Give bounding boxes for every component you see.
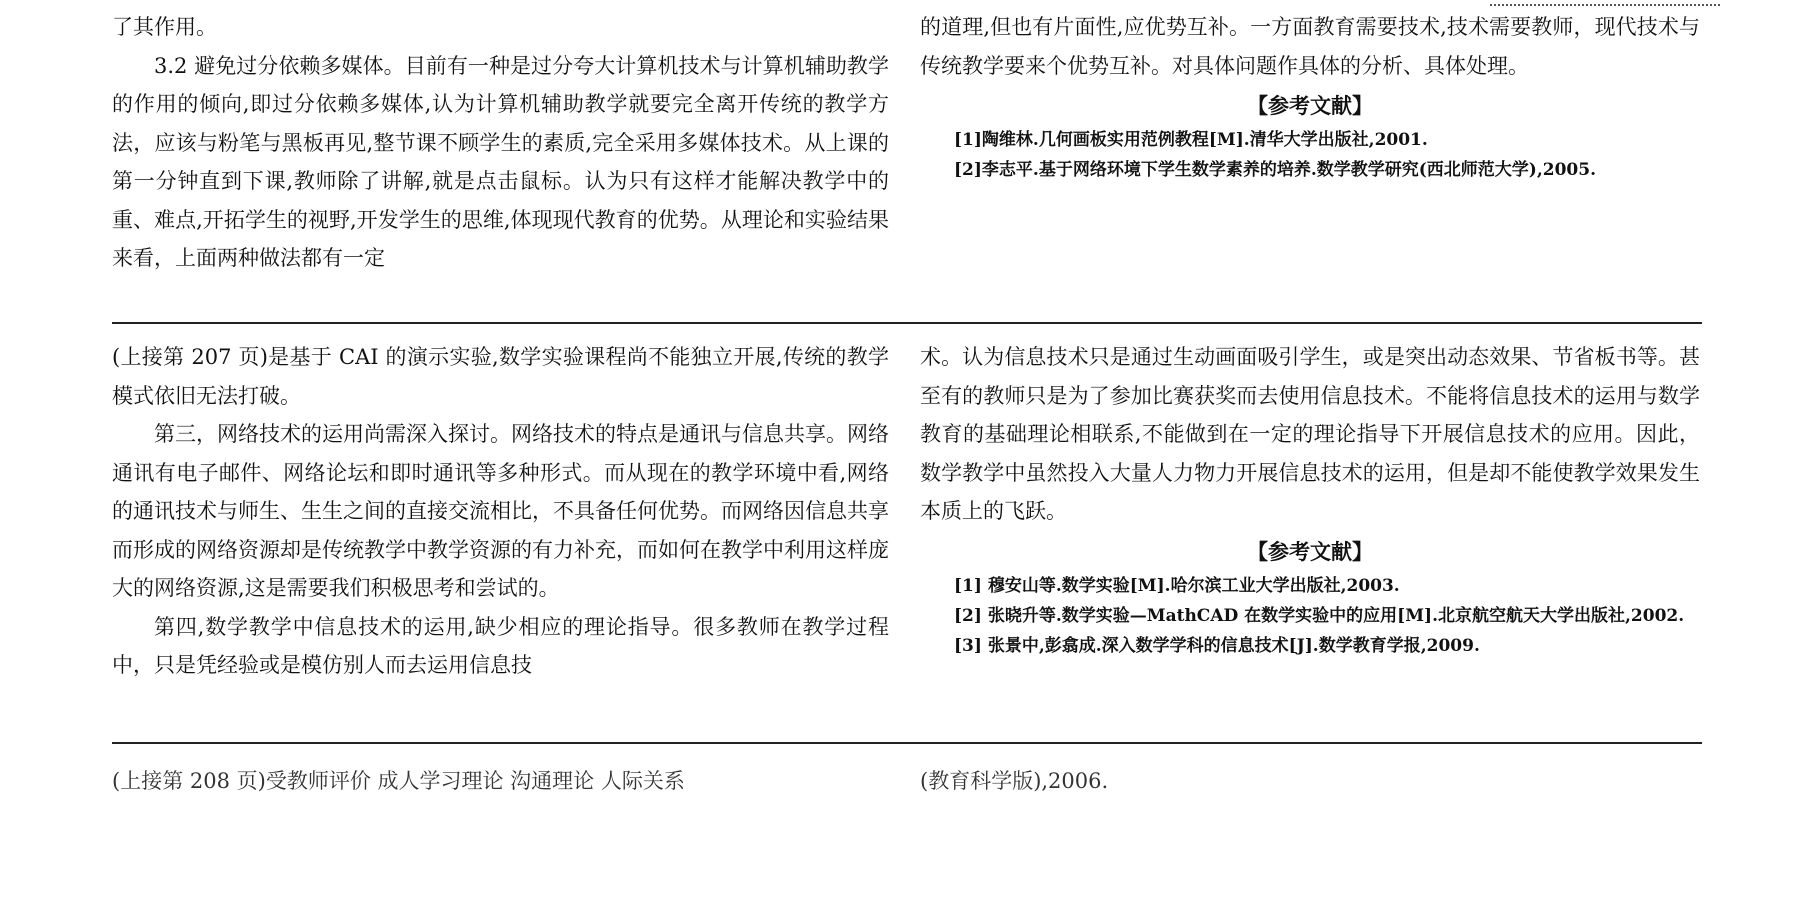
reference-item: [2]李志平.基于网络环境下学生数学素养的培养.数学教学研究(西北师范大学),2005. [954, 160, 1596, 180]
section1-right-paragraph-1: 的道理,但也有片面性,应优势互补。一方面教育需要技术,技术需要教师，现代技术与传统教学要来个优势互补。对具体问题作具体的分析、具体处理。 [920, 15, 1700, 78]
section2-right-paragraph-1: 术。认为信息技术只是通过生动画面吸引学生，或是突出动态效果、节省板书等。甚至有的教师只是为了参加比赛获奖而去使用信息技术。不能将信息技术的运用与数学教育的基础理论相联系,不能做到在一定的理论指导下开展信息技术的应用。因此，数学教学中虽然投入大量人力物力开展信息技术的运用，但是却不能使教学效果发生本质上的飞跃。 [920, 345, 1700, 523]
section3-left-paragraph-1: (上接第 208 页)受教师评价 成人学习理论 沟通理论 人际关系 [112, 769, 685, 793]
section3-right-paragraph-1: (教育科学版),2006. [920, 769, 1109, 793]
references-heading: 【参考文献】 [1247, 94, 1373, 118]
section-divider [112, 322, 1702, 324]
reference-item: [1] 穆安山等.数学实验[M].哈尔滨工业大学出版社,2003. [954, 575, 1400, 596]
reference-item: [2] 张晓升等.数学实验—MathCAD 在数学实验中的应用[M].北京航空航天大学出版社,2002. [954, 605, 1685, 626]
section2-left-paragraph-2: 第三，网络技术的运用尚需深入探讨。网络技术的特点是通讯与信息共享。网络通讯有电子邮件、网络论坛和即时通讯等多种形式。而从现在的教学环境中看,网络的通讯技术与师生、生生之间的直接交流相比，不具备任何优势。而网络因信息共享而形成的网络资源却是传统教学中教学资源的有力补充，而如何在教学中利用这样庞大的网络资源,这是需要我们积极思考和尝试的。 [112, 422, 889, 600]
section-divider [112, 742, 1702, 744]
section1-left-paragraph-2: 3.2 避免过分依赖多媒体。目前有一种是过分夸大计算机技术与计算机辅助教学的作用的倾向,即过分依赖多媒体,认为计算机辅助教学就要完全离开传统的教学方法，应该与粉笔与黑板再见,整节课不顾学生的素质,完全采用多媒体技术。从上课的第一分钟直到下课,教师除了讲解,就是点击鼠标。认为只有这样才能解决教学中的重、难点,开拓学生的视野,开发学生的思维,体现现代教育的优势。从理论和实验结果来看，上面两种做法都有一定 [112, 53, 889, 270]
section2-left-column [112, 338, 889, 685]
section3-right-column [920, 762, 1700, 801]
section2-right-column [920, 338, 1700, 661]
section3-left-column [112, 762, 889, 801]
article-section-1 [0, 8, 1813, 308]
section1-left-paragraph-1: 了其作用。 [112, 15, 217, 39]
section1-left-column [112, 8, 889, 278]
references-heading: 【参考文献】 [1247, 539, 1373, 564]
section2-left-paragraph-3: 第四,数学教学中信息技术的运用,缺少相应的理论指导。很多教师在教学过程中，只是凭经验或是模仿别人而去运用信息技 [112, 614, 889, 677]
article-section-2 [0, 338, 1813, 728]
section2-left-paragraph-1: (上接第 207 页)是基于 CAI 的演示实验,数学实验课程尚不能独立开展,传统的教学模式依旧无法打破。 [112, 345, 889, 408]
article-section-3 [0, 762, 1813, 802]
section1-right-column [920, 8, 1700, 185]
reference-item: [3] 张景中,彭翕成.深入数学学科的信息技术[J].数学教育学报,2009. [954, 635, 1480, 656]
reference-item: [1]陶维林.几何画板实用范例教程[M].清华大学出版社,2001. [954, 130, 1428, 150]
top-dotted-line [1490, 4, 1720, 6]
